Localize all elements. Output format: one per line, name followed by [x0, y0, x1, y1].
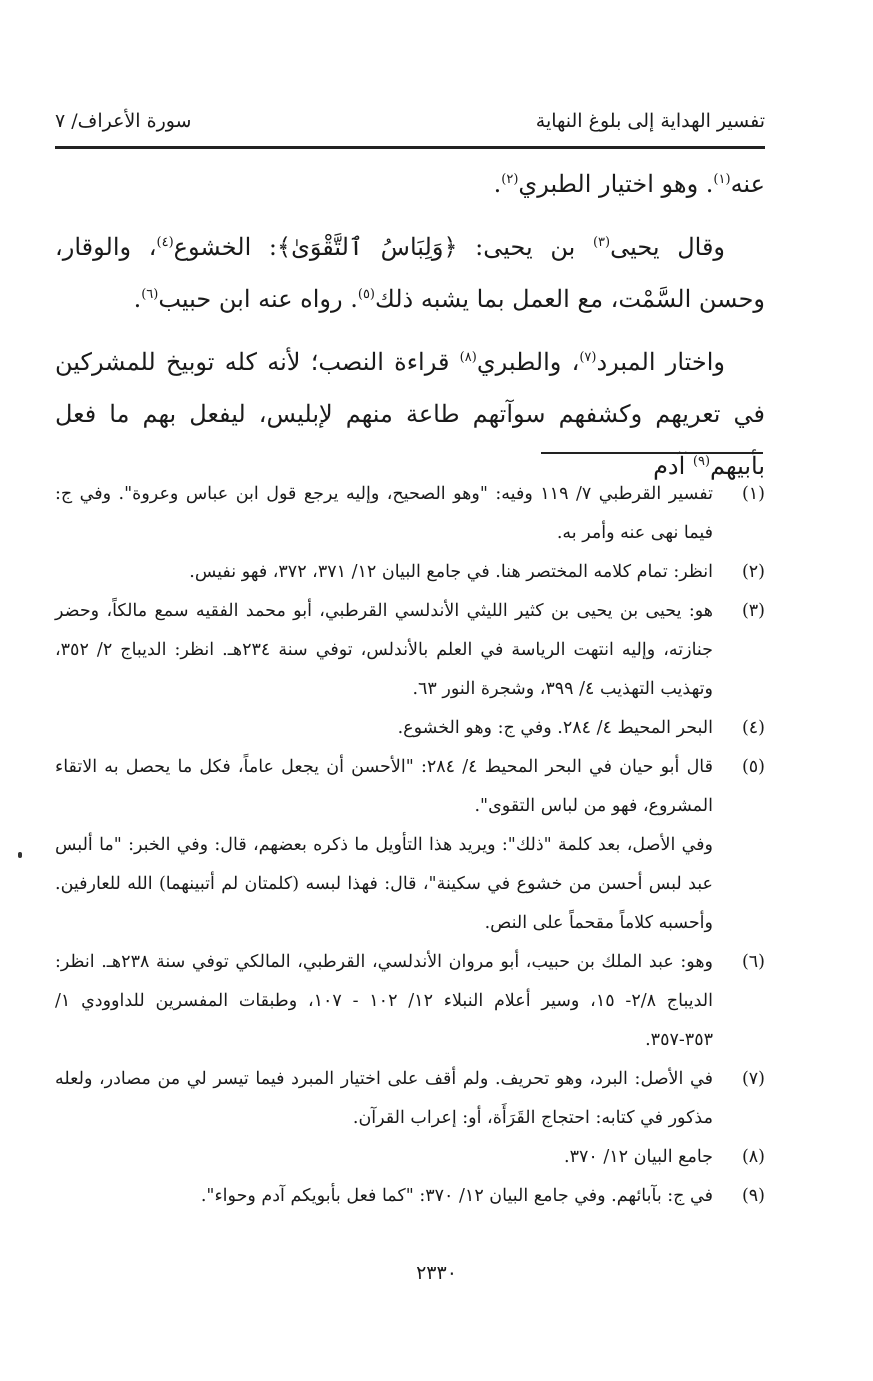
footnotes: [55, 475, 765, 1216]
footnote-6: [55, 943, 765, 1060]
main-paragraph-1: عنه$^{(١)}$. وهو اختيار الطبري$^{(٢)}$.: [493, 170, 765, 198]
footnote-4: [55, 709, 765, 748]
footnote-ref: (٦): [141, 287, 159, 302]
footnote-text: في الأصل: البرد، وهو تحريف. ولم أقف على اختيار المبرد فيما تيسر لي من مصادر، ولعله مذكور في كتابه: احتجاج القَرَأَة، أو: إعراب القرآن.: [55, 1069, 713, 1128]
footnote-ref: (٢): [501, 172, 519, 187]
footnote-number: (٩): [741, 1186, 765, 1206]
footnote-7: [55, 1060, 765, 1138]
running-header: [55, 102, 765, 142]
footnote-text: وفي الأصل، بعد كلمة "ذلك": ويريد هذا التأويل ما ذكره بعضهم، قال: وفي الخبر: "ما ألبس عبد لبس أحسن من خشوع في سكينة"، قال: فهذا لبسه (كلمتان لم أتبينهما) الله للعارفين. وأحسبه كلاماً مقحماً على النص.: [55, 835, 713, 933]
main-paragraph-3: واختار المبرد$^{(٧)}$، والطبري$^{(٨)}$ قراءة النصب؛ لأنه كله توبيخ للمشركين في تعريهم وكشفهم سوآتهم طاعة منهم لإبليس، ليفعل بهم ما فعل بأبيهم$^{(٩)}$ آدم: [55, 348, 765, 480]
footnote-ref: (٧): [579, 350, 597, 365]
footnote-ref: (٣): [592, 235, 611, 250]
book-title: تفسير الهداية إلى بلوغ النهاية: [535, 110, 765, 132]
footnote-ref: (٩): [692, 454, 711, 469]
main-paragraph-2: وقال يحيى$^{(٣)}$ بن يحيى: ﴿وَلِبَاسُ ٱلتَّقْوَىٰ﴾: الخشوع$^{(٤)}$، والوقار، وحسن السَّمْت، مع العمل بما يشبه ذلك$^{(٥)}$. رواه عنه ابن حبيب$^{(٦)}$.: [55, 233, 765, 313]
footnote-number: (٣): [741, 601, 765, 621]
main-text: [55, 158, 765, 492]
footnote-ref: (٨): [459, 350, 477, 365]
footnote-text: جامع البيان ١٢/ ٣٧٠.: [564, 1147, 713, 1167]
footnote-text: تفسير القرطبي ٧/ ١١٩ وفيه: "وهو الصحيح، وإليه يرجع قول ابن عباس وعروة". وفي ج: فيما نهى عنه وأمر به.: [55, 484, 713, 543]
scan-speck: [18, 852, 22, 858]
footnote-ref: (١): [713, 172, 731, 187]
footnote-text: قال أبو حيان في البحر المحيط ٤/ ٢٨٤: "الأحسن أن يجعل عاماً، فكل ما يحصل به الاتقاء المشروع، فهو من لباس التقوى".: [55, 757, 713, 816]
footnote-text: وهو: عبد الملك بن حبيب، أبو مروان الأندلسي، القرطبي، المالكي توفي سنة ٢٣٨هـ. انظر: الديباج ٢/٨- ١٥، وسير أعلام النبلاء ١٢/ ١٠٢ - ١٠٧، وطبقات المفسرين للداوودي ١/ ٣٥٣-٣٥٧.: [55, 952, 714, 1050]
footnote-number: (١): [741, 484, 765, 504]
footnote-5: [55, 748, 765, 943]
footnote-text: في ج: بآبائهم. وفي جامع البيان ١٢/ ٣٧٠: "كما فعل بأبويكم آدم وحواء".: [200, 1186, 713, 1206]
footnote-number: (٦): [741, 952, 765, 972]
footnote-number: (٧): [741, 1069, 765, 1089]
footnote-separator: [541, 452, 763, 454]
footnote-text: هو: يحيى بن يحيى بن كثير الليثي الأندلسي القرطبي، أبو محمد الفقيه سمع مالكاً، وحضر جنازته، وإليه انتهت الرياسة في العلم بالأندلس، توفي سنة ٢٣٤هـ. انظر: الديباج ٢/ ٣٥٢، وتهذيب التهذيب ٤/ ٣٩٩، وشجرة النور ٦٣.: [55, 601, 714, 699]
footnote-number: (٢): [741, 562, 765, 582]
footnote-text: البحر المحيط ٤/ ٢٨٤. وفي ج: وهو الخشوع.: [397, 718, 713, 738]
footnote-ref: (٤): [156, 235, 174, 250]
surah-label: سورة الأعراف/ ٧: [55, 110, 192, 132]
footnote-ref: (٥): [357, 287, 375, 302]
footnote-2: [55, 553, 765, 592]
footnote-1: [55, 475, 765, 553]
footnote-8: [55, 1138, 765, 1177]
page-number: ٢٣٣٠: [416, 1262, 457, 1284]
footnote-number: (٥): [741, 757, 765, 777]
footnote-number: (٤): [741, 718, 765, 738]
footnote-3: [55, 592, 765, 709]
footnote-number: (٨): [741, 1147, 765, 1167]
header-rule: [55, 146, 765, 149]
footnote-9: [55, 1177, 765, 1216]
footnote-text: انظر: تمام كلامه المختصر هنا. في جامع البيان ١٢/ ٣٧١، ٣٧٢، فهو نفيس.: [189, 562, 713, 582]
